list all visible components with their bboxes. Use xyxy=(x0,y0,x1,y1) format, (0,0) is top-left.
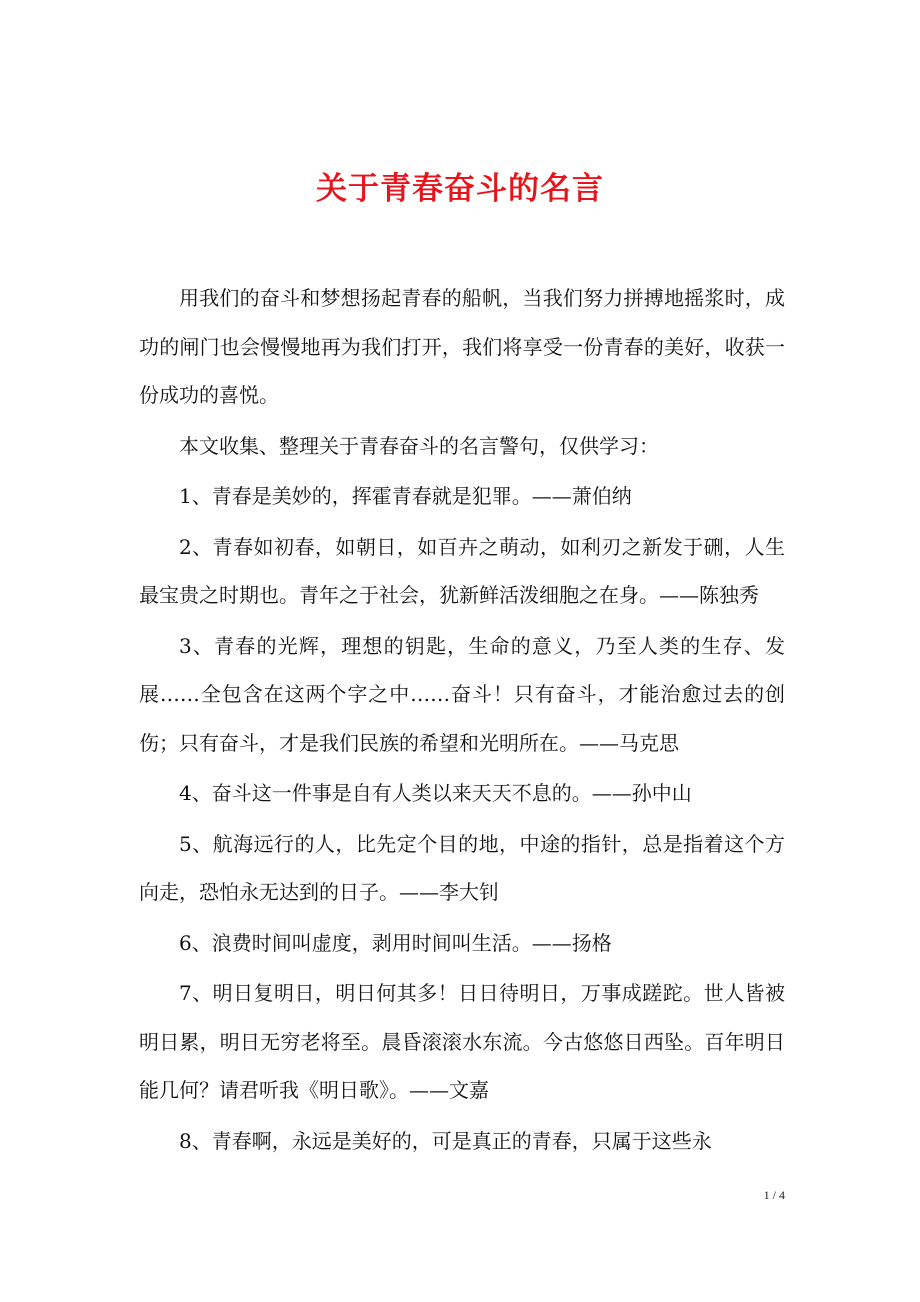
page-number: 1 / 4 xyxy=(763,1188,785,1202)
quote-paragraph-7: 7、明日复明日，明日何其多！日日待明日，万事成蹉跎。世人皆被明日累，明日无穷老将至。晨昏滚滚水东流。今古悠悠日西坠。百年明日能几何？请君听我《明日歌》。——文嘉 xyxy=(139,981,785,1102)
intro-paragraph: 用我们的奋斗和梦想扬起青春的船帆，当我们努力拼搏地摇浆时，成功的闸门也会慢慢地再为我们打开，我们将享受一份青春的美好，收获一份成功的喜悦。 xyxy=(139,286,785,407)
quote-paragraph-3: 3、青春的光辉，理想的钥匙，生命的意义，乃至人类的生存、发展……全包含在这两个字之中……奋斗！只有奋斗，才能治愈过去的创伤；只有奋斗，才是我们民族的希望和光明所在。——马克思 xyxy=(139,633,785,755)
quote-paragraph-8: 8、青春啊，永远是美好的，可是真正的青春，只属于这些永 xyxy=(179,1128,712,1153)
quote-paragraph-1: 1、青春是美妙的，挥霍青春就是犯罪。——萧伯纳 xyxy=(179,484,632,508)
quote-paragraph-5: 5、航海远行的人，比先定个目的地，中途的指针，总是指着这个方向走，恐怕永无达到的日子。——李大钊 xyxy=(139,831,785,904)
document-body xyxy=(139,274,785,1167)
quote-paragraph-4: 4、奋斗这一件事是自有人类以来天天不息的。——孙中山 xyxy=(179,781,692,805)
quote-paragraph-2: 2、青春如初春，如朝日，如百卉之萌动，如利刃之新发于硎，人生最宝贵之时期也。青年之于社会，犹新鲜活泼细胞之在身。——陈独秀 xyxy=(139,534,785,607)
quote-paragraph-6: 6、浪费时间叫虚度，剥用时间叫生活。——扬格 xyxy=(179,930,612,955)
collection-note-paragraph: 本文收集、整理关于青春奋斗的名言警句，仅供学习： xyxy=(179,433,659,458)
document-title: 关于青春奋斗的名言 xyxy=(316,170,604,207)
